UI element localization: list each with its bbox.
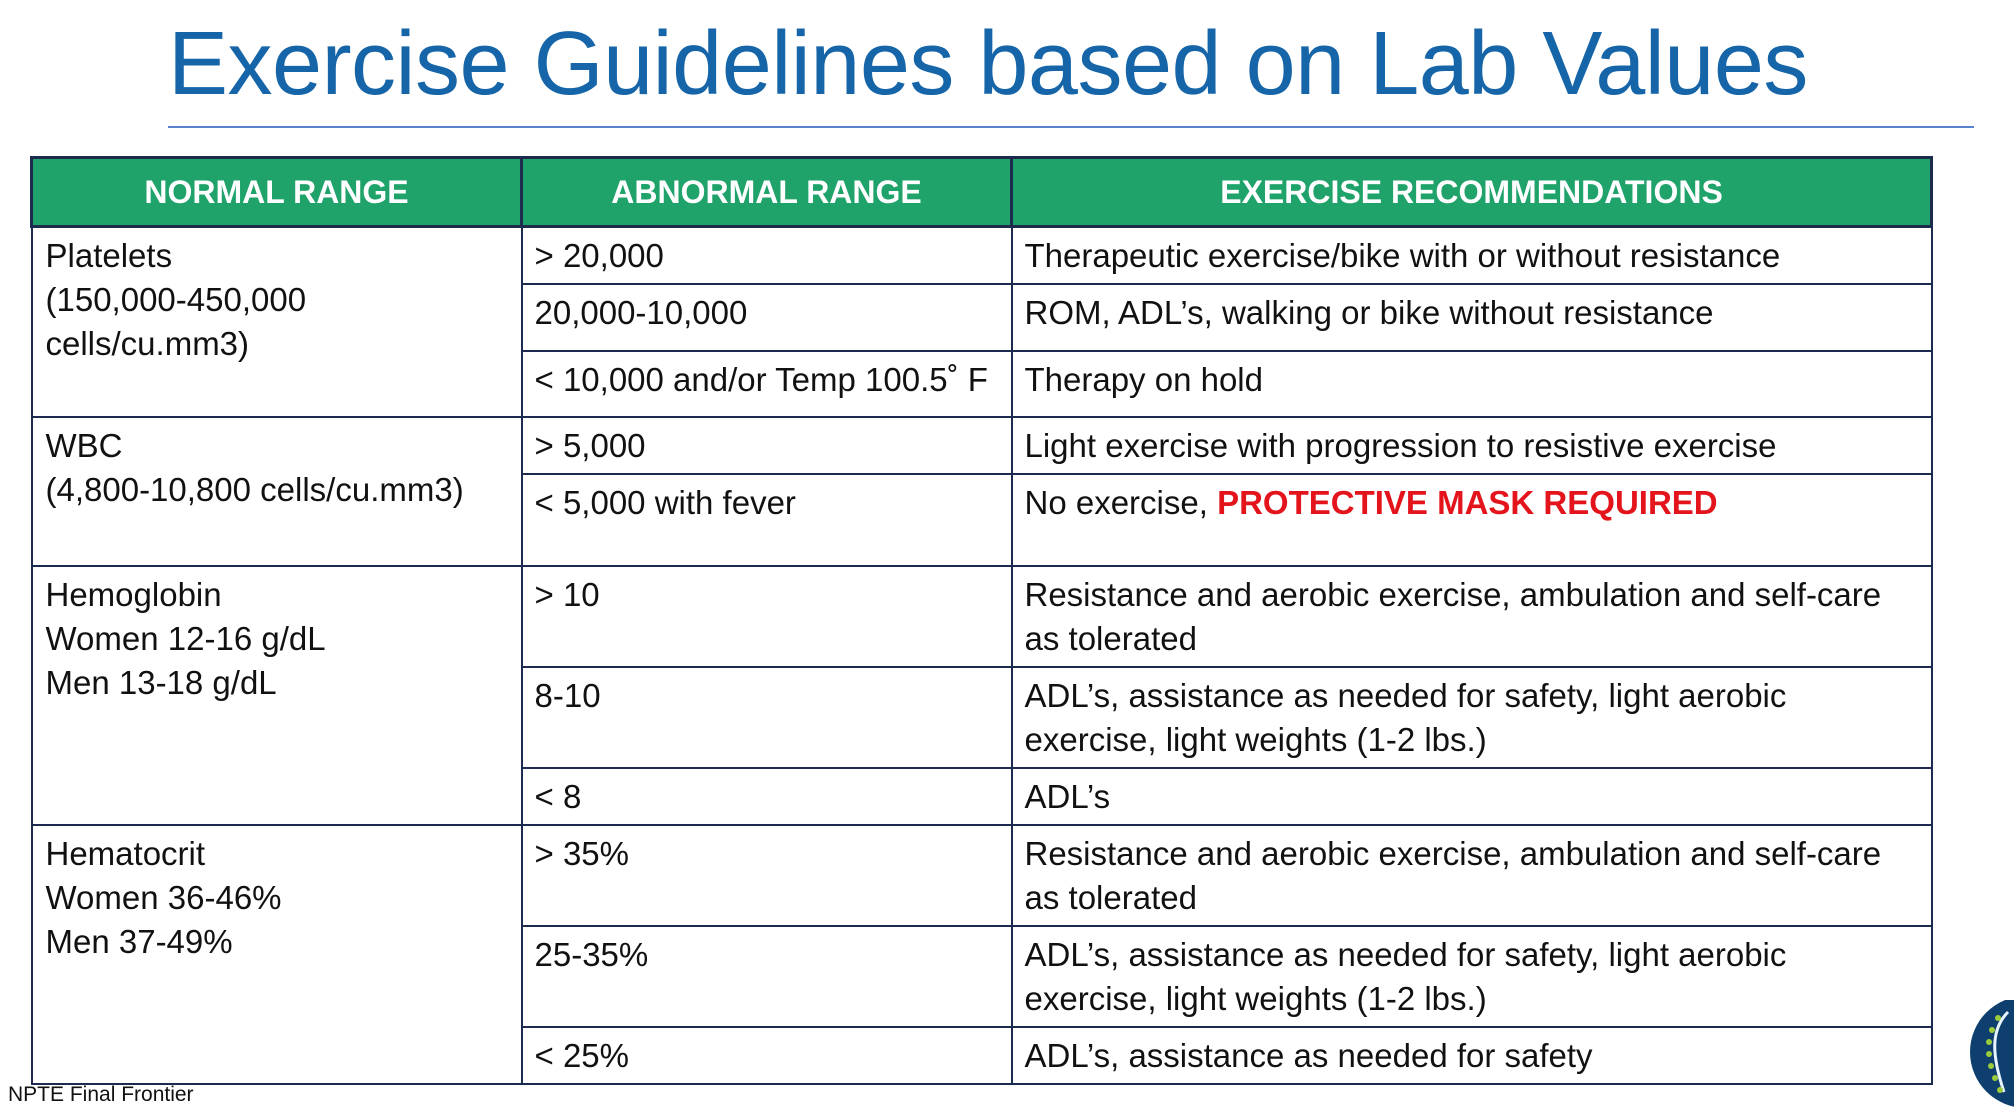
normal-range-line: Platelets — [45, 237, 173, 274]
abnormal-range-cell: < 25% — [522, 1027, 1012, 1084]
recommendation-cell: ADL’s, assistance as needed for safety, light aerobic exercise, light weights (1-2 lbs.) — [1012, 926, 1932, 1027]
recommendation-cell: Therapy on hold — [1012, 351, 1932, 417]
normal-range-line: Men 13-18 g/dL — [45, 663, 277, 701]
normal-range-line: (150,000-450,000 — [45, 281, 307, 318]
recommendation-cell: ROM, ADL’s, walking or bike without resistance — [1012, 284, 1932, 351]
normal-range-line: (4,800-10,800 cells/cu.mm3) — [45, 470, 464, 508]
abnormal-range-cell: 20,000-10,000 — [522, 284, 1012, 351]
normal-range-line: cells/cu.mm3) — [45, 325, 250, 362]
normal-range-line: Hemoglobin — [45, 575, 222, 613]
recommendation-cell: ADL’s, assistance as needed for safety, light aerobic exercise, light weights (1-2 lbs.) — [1012, 667, 1932, 768]
lab-values-table — [30, 156, 1933, 1085]
abnormal-range-cell: 8-10 — [522, 667, 1012, 768]
footer-text: NPTE Final Frontier — [8, 1083, 194, 1106]
recommendation-cell: ADL’s, assistance as needed for safety — [1012, 1027, 1932, 1084]
normal-range-line: Women 12-16 g/dL — [45, 619, 326, 657]
normal-range-platelets — [32, 227, 522, 417]
abnormal-range-cell: < 10,000 and/or Temp 100.5˚ F — [522, 351, 1012, 417]
protective-mask-alert: PROTECTIVE MASK REQUIRED — [1217, 483, 1718, 521]
header-abnormal-range: ABNORMAL RANGE — [522, 158, 1012, 227]
normal-range-line: Women 36-46% — [45, 878, 282, 916]
recommendation-text: No exercise, — [1024, 483, 1208, 521]
recommendation-cell: Light exercise with progression to resistive exercise — [1012, 417, 1932, 474]
title-divider — [168, 126, 1974, 128]
table-row — [32, 825, 1932, 926]
recommendation-cell: Resistance and aerobic exercise, ambulation and self-care as tolerated — [1012, 825, 1932, 926]
abnormal-range-cell: < 5,000 with fever — [522, 474, 1012, 566]
abnormal-range-cell: < 8 — [522, 768, 1012, 825]
normal-range-line: Men 37-49% — [45, 922, 233, 960]
normal-range-wbc — [32, 417, 522, 566]
header-exercise-recommendations: EXERCISE RECOMMENDATIONS — [1012, 158, 1932, 227]
abnormal-range-cell: > 20,000 — [522, 227, 1012, 284]
recommendation-cell — [1012, 474, 1932, 566]
abnormal-range-cell: 25-35% — [522, 926, 1012, 1027]
normal-range-line: Hematocrit — [45, 834, 206, 872]
normal-range-hemoglobin — [32, 566, 522, 825]
abnormal-range-cell: > 5,000 — [522, 417, 1012, 474]
abnormal-range-cell: > 10 — [522, 566, 1012, 667]
normal-range-line: WBC — [45, 426, 123, 464]
table-row — [32, 227, 1932, 284]
table-header-row — [32, 158, 1932, 227]
table-row — [32, 566, 1932, 667]
recommendation-cell: Resistance and aerobic exercise, ambulation and self-care as tolerated — [1012, 566, 1932, 667]
recommendation-cell: ADL’s — [1012, 768, 1932, 825]
table-row — [32, 417, 1932, 474]
normal-range-hematocrit — [32, 825, 522, 1084]
abnormal-range-cell: > 35% — [522, 825, 1012, 926]
slide-title: Exercise Guidelines based on Lab Values — [168, 14, 1808, 114]
spine-logo-icon — [1968, 1000, 2014, 1108]
header-normal-range: NORMAL RANGE — [32, 158, 522, 227]
recommendation-cell: Therapeutic exercise/bike with or without resistance — [1012, 227, 1932, 284]
